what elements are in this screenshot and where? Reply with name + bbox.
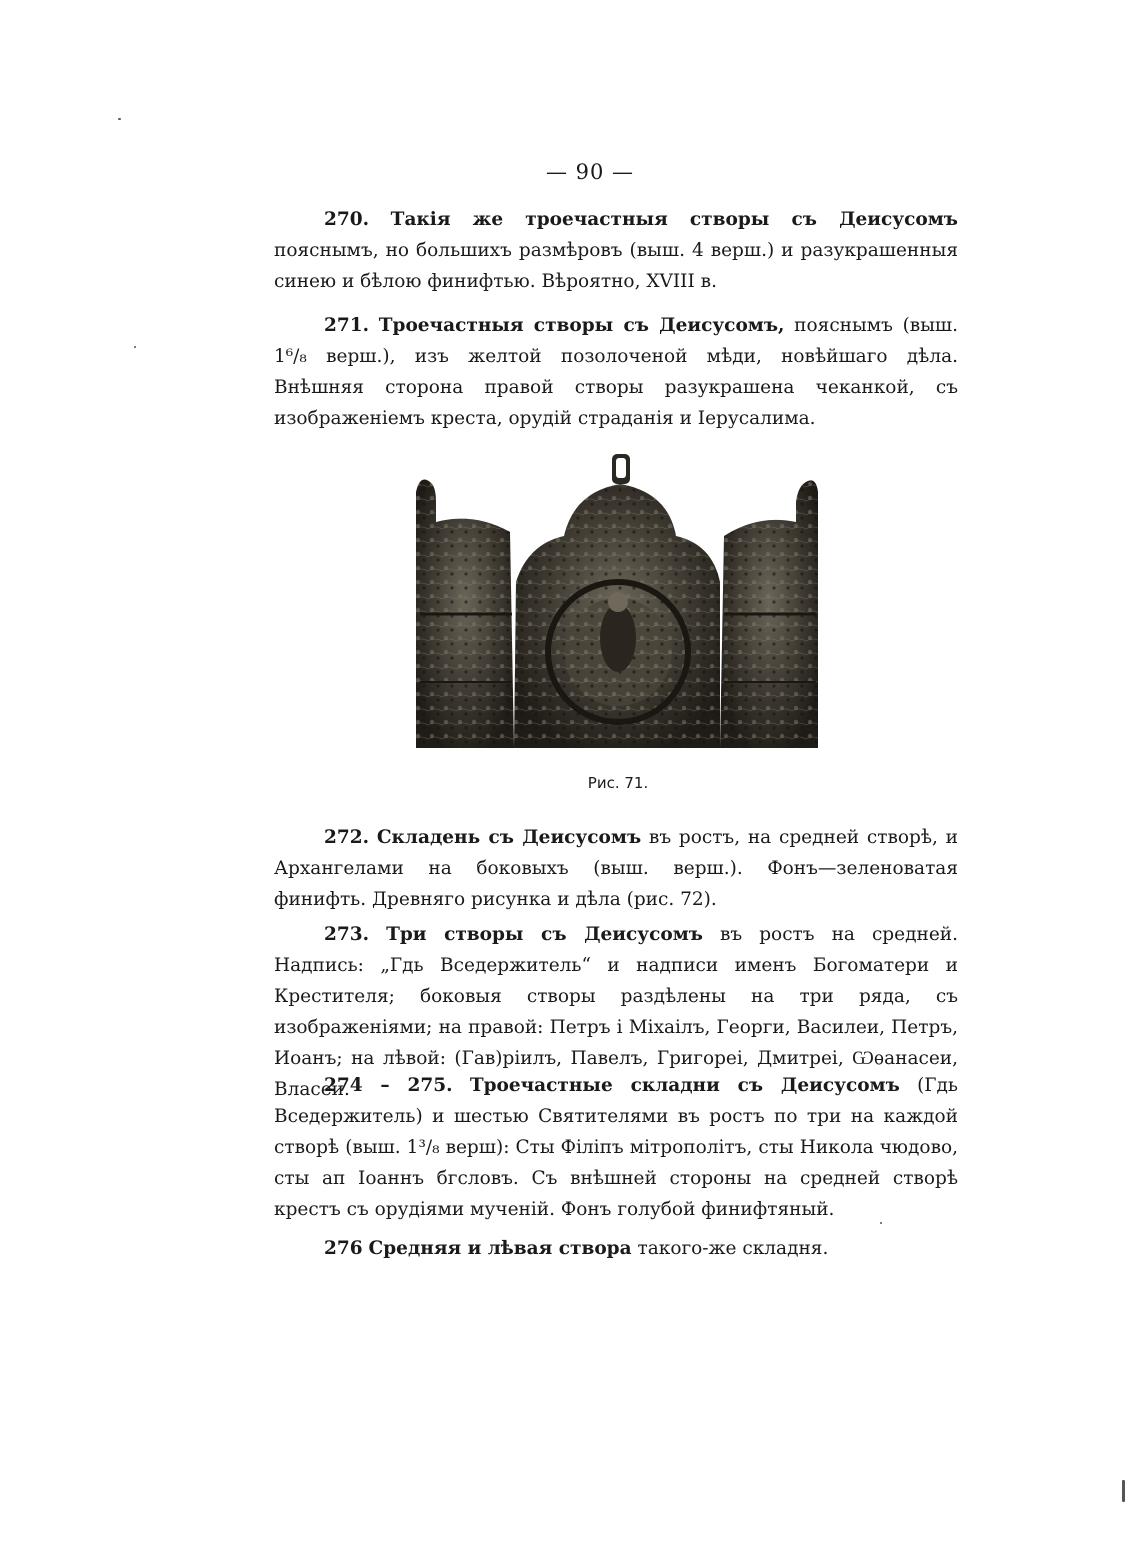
- entry-title: Три створы съ Деисусомъ: [386, 924, 703, 945]
- catalog-entry-272: [274, 822, 958, 915]
- entry-text: такого-же складня.: [631, 1238, 829, 1259]
- center-panel: [514, 454, 720, 748]
- entry-text: въ ростъ на средней. Надпись: „Гдь Вседержитель“ и надписи именъ Богоматери и Крестителя; боковыя створы раздѣлены на три ряда, съ изображеніями; на правой: Петръ і Міхаілъ, Георги, Василеи, Петръ, Иоанъ; на лѣвой: (Гав)ріилъ, Павелъ, Григореі, Дмитреі, Ѡѳанасеи, Власеи.: [274, 924, 958, 1100]
- entry-number: 274 – 275.: [324, 1075, 453, 1096]
- figure-caption: Рис. 71.: [587, 774, 649, 792]
- scan-speck: [134, 346, 136, 348]
- scan-edge-mark: [1122, 1480, 1125, 1502]
- entry-text: въ ростъ, на средней створѣ, и Архангелами на боковыхъ (выш. верш.). Фонъ—зеленоватая финифть. Древняго рисунка и дѣла (рис. 72).: [274, 827, 958, 910]
- entry-text: пояснымъ, но большихъ размѣровъ (выш. 4 верш.) и разукрашенныя синею и бѣлою финифтью. Вѣроятно, XVIII в.: [274, 240, 958, 292]
- catalog-entry-274-275: [274, 1070, 958, 1225]
- scan-speck: [880, 1222, 882, 1224]
- entry-number: 271.: [324, 315, 370, 336]
- catalog-entry-270: [274, 204, 958, 297]
- entry-title: Средняя и лѣвая створа: [368, 1238, 632, 1259]
- page-number: — 90 —: [545, 160, 635, 184]
- entry-number: 273.: [324, 924, 370, 945]
- entry-text: (Гдь Вседержитель) и шестью Святителями въ ростъ по три на каждой створѣ (выш. 1³/₈ верш): Сты Філіпъ мітрополітъ, сты Никола чюдово, сты ап Іоаннъ бгсловъ. Съ внѣшней стороны на средней створѣ крестъ съ орудіями мученій. Фонъ голубой финифтяный.: [274, 1075, 958, 1220]
- entry-text: пояснымъ (выш. 1⁶/₈ верш.), изъ желтой позолоченой мѣди, новѣйшаго дѣла. Внѣшняя сторона правой створы разукрашена чеканкой, съ изображеніемъ креста, орудій страданія и Іерусалима.: [274, 315, 959, 429]
- catalog-entry-276: [274, 1233, 958, 1264]
- entry-title: Такія же троечастныя створы съ Деисусомъ: [390, 209, 958, 230]
- entry-number: 270.: [324, 209, 370, 230]
- scan-speck: [118, 118, 121, 120]
- catalog-entry-271: [274, 310, 958, 434]
- triptych-figure: [414, 452, 820, 752]
- right-panel: [720, 480, 818, 748]
- entry-number: 272.: [324, 827, 370, 848]
- left-panel: [416, 480, 514, 748]
- entry-title: Троечастные складни съ Деисусомъ: [469, 1075, 900, 1096]
- entry-title: Троечастныя створы съ Деисусомъ,: [378, 315, 785, 336]
- entry-number: 276: [324, 1238, 363, 1259]
- entry-title: Складень съ Деисусомъ: [376, 827, 642, 848]
